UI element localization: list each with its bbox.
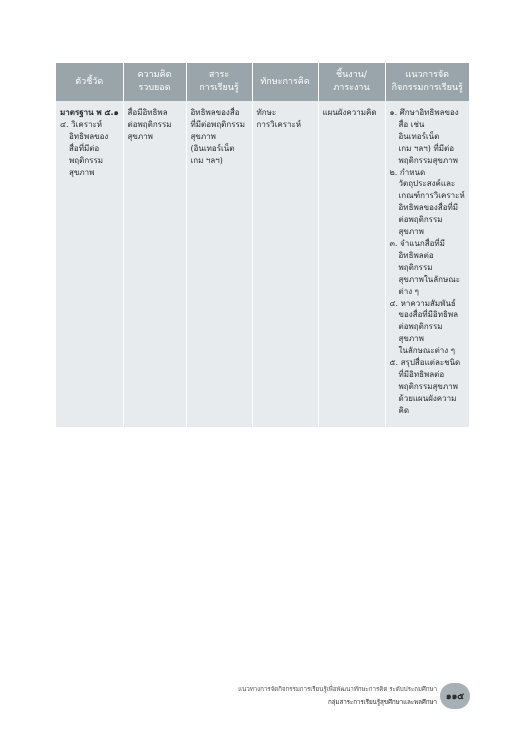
cell-concept: สื่อมีอิทธิพล ต่อพฤติกรรม สุขภาพ bbox=[123, 101, 186, 427]
curriculum-table bbox=[56, 63, 469, 427]
page-number-badge bbox=[440, 683, 470, 709]
header-thinking-skill: ทักษะการคิด bbox=[252, 63, 318, 101]
page-number: ๑๑๕ bbox=[445, 692, 465, 702]
indicator-item: ๔. วิเคราะห์ bbox=[60, 119, 103, 129]
cell-thinking-skill: ทักษะ การวิเคราะห์ bbox=[252, 101, 318, 427]
footer-subject-group: กลุ่มสาระการเรียนรู้สุขศึกษาและพลศึกษา bbox=[327, 699, 437, 706]
header-content: สาระ การเรียนรู้ bbox=[186, 63, 252, 101]
standard-label: มาตรฐาน พ ๕.๑ bbox=[60, 108, 119, 117]
table-header-row bbox=[56, 63, 469, 101]
cell-indicator: มาตรฐาน พ ๕.๑ ๔. วิเคราะห์ อิทธิพลของ สื่อที่มีต่อ พฤติกรรม สุขภาพ bbox=[56, 101, 123, 427]
cell-activities: ๑. ศึกษาอิทธิพลของ สื่อ เช่น อินเทอร์เน็ต เกม ฯลฯ) ที่มีต่อ พฤติกรรมสุขภาพ ๒. กำหนด วัตถุประสงค์และ เกณฑ์การวิเคราะห์ อิทธิพลของสื่อที่มี ต่อพฤติกรรมสุขภาพ ๓. จำแนกสื่อที่มี อิทธิพลต่อพฤติกรรม สุขภาพในลักษณะ ต่าง ๆ ๔. หาความสัมพันธ์ ของสื่อที่มีอิทธิพล ต่อพฤติกรรมสุขภาพ ในลักษณะต่าง ๆ ๕. สรุปสื่อแต่ละชนิด ที่มีอิทธิพลต่อ พฤติกรรมสุขภาพ ด้วยแผนผังความคิด bbox=[385, 101, 469, 427]
header-activities: แนวการจัด กิจกรรมการเรียนรู้ bbox=[385, 63, 469, 101]
table-row bbox=[56, 101, 469, 427]
header-indicator: ตัวชี้วัด bbox=[56, 63, 123, 101]
footer-book-title: แนวทางการจัดกิจกรรมการเรียนรู้เพื่อพัฒนาทักษะการคิด ระดับประถมศึกษา bbox=[238, 686, 437, 693]
header-concept: ความคิด รวบยอด bbox=[123, 63, 186, 101]
cell-work: แผนผังความคิด bbox=[318, 101, 385, 427]
header-work: ชิ้นงาน/ ภาระงาน bbox=[318, 63, 385, 101]
cell-content: อิทธิพลของสื่อ ที่มีต่อพฤติกรรม สุขภาพ (อินเทอร์เน็ต เกม ฯลฯ) bbox=[186, 101, 252, 427]
